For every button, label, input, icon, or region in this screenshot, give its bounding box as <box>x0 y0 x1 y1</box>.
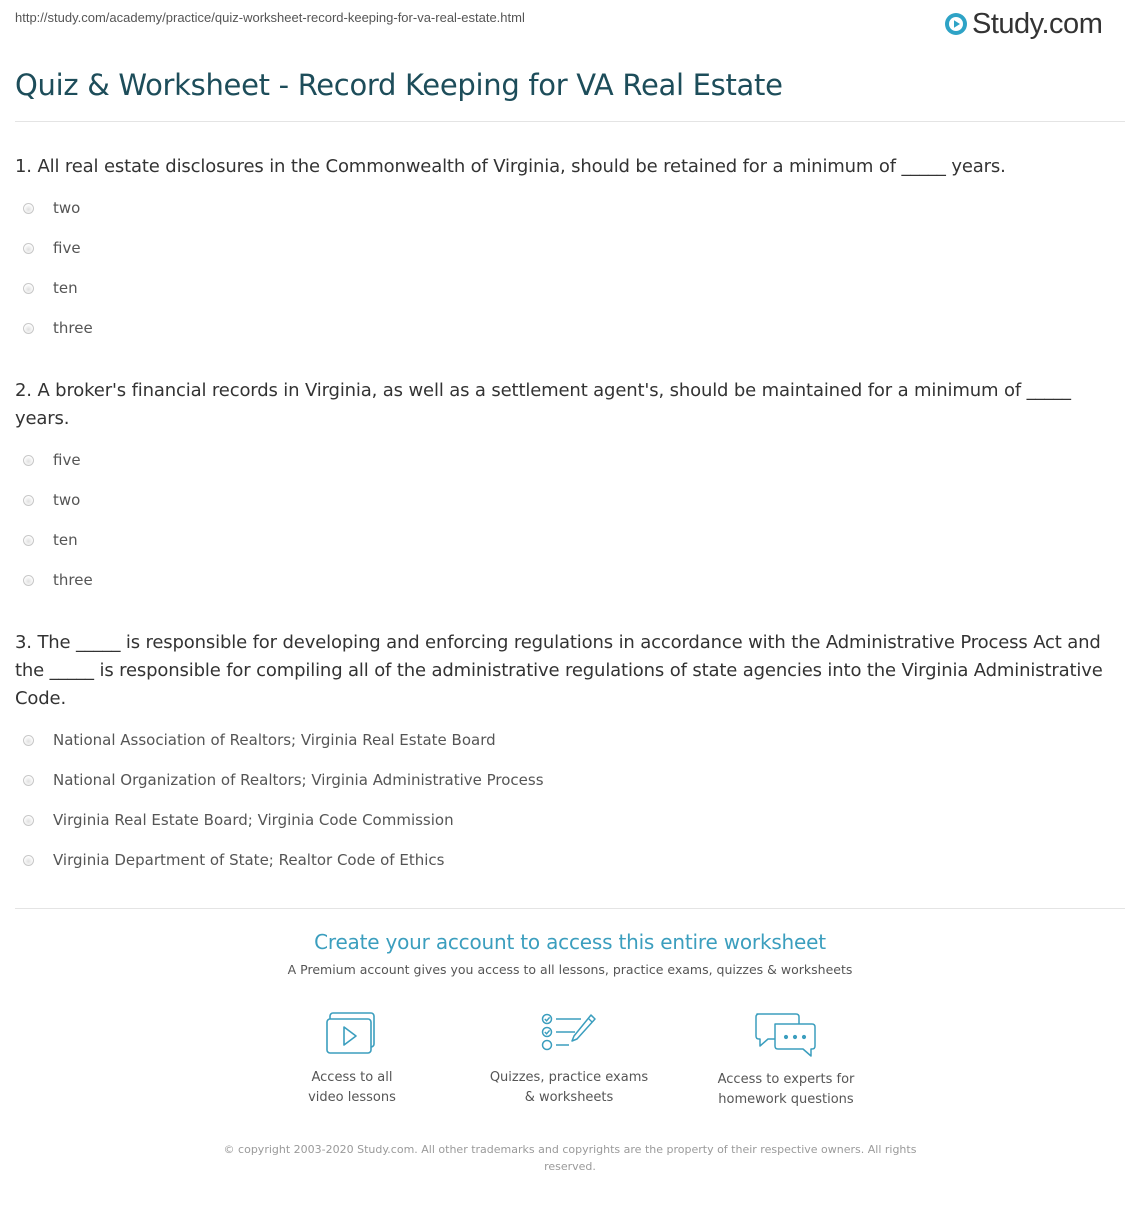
radio-icon[interactable] <box>23 283 34 294</box>
radio-icon[interactable] <box>23 323 34 334</box>
answer-option[interactable] <box>15 480 1127 520</box>
option-label: ten <box>53 279 78 297</box>
radio-icon[interactable] <box>23 815 34 826</box>
option-label: five <box>53 239 81 257</box>
feature-label: Quizzes, practice exams & worksheets <box>489 1070 649 1105</box>
answer-option[interactable] <box>15 440 1127 480</box>
option-label: Virginia Real Estate Board; Virginia Code Commission <box>53 811 454 829</box>
answer-option[interactable] <box>15 800 1127 840</box>
answer-option[interactable] <box>15 720 1127 760</box>
radio-icon[interactable] <box>23 575 34 586</box>
option-label: Virginia Department of State; Realtor Code of Ethics <box>53 851 445 869</box>
feature-quizzes <box>469 1012 669 1108</box>
answer-option[interactable] <box>15 560 1127 600</box>
feature-label: Access to all video lessons <box>308 1070 396 1105</box>
question-text: 3. The _____ is responsible for developing and enforcing regulations in accordance with the Administrative Process Act and the _____ is responsible for compiling all of the administrative regulations of state agencies into the Virginia Administrative Code. <box>15 632 1103 709</box>
title-divider <box>15 121 1125 122</box>
radio-icon[interactable] <box>23 455 34 466</box>
option-label: two <box>53 199 81 217</box>
feature-experts <box>686 1012 886 1110</box>
option-label: three <box>53 319 93 337</box>
answer-option[interactable] <box>15 308 1127 348</box>
radio-icon[interactable] <box>23 855 34 866</box>
premium-description: A Premium account gives you access to all lessons, practice exams, quizzes & worksheets <box>287 962 853 977</box>
radio-icon[interactable] <box>23 243 34 254</box>
option-label: three <box>53 571 93 589</box>
answer-option[interactable] <box>15 228 1127 268</box>
page-title: Quiz & Worksheet - Record Keeping for VA Real Estate <box>15 68 783 102</box>
chat-experts-icon <box>754 1012 818 1058</box>
quiz-checklist-icon <box>541 1012 597 1056</box>
radio-icon[interactable] <box>23 495 34 506</box>
radio-icon[interactable] <box>23 735 34 746</box>
answer-option[interactable] <box>15 840 1127 880</box>
logo-text: Study.com <box>972 7 1103 40</box>
question-text: 2. A broker's financial records in Virginia, as well as a settlement agent's, should be maintained for a minimum of _____ years. <box>15 380 1071 429</box>
answer-option[interactable] <box>15 520 1127 560</box>
option-label: five <box>53 451 81 469</box>
video-lesson-icon <box>326 1012 378 1056</box>
question-2 <box>15 377 1127 600</box>
radio-icon[interactable] <box>23 203 34 214</box>
copyright-notice: © copyright 2003-2020 Study.com. All other trademarks and copyrights are the property of their respective owners. All rights reserved. <box>223 1143 917 1173</box>
answer-option[interactable] <box>15 188 1127 228</box>
radio-icon[interactable] <box>23 535 34 546</box>
feature-video-lessons <box>252 1012 452 1108</box>
option-label: National Association of Realtors; Virginia Real Estate Board <box>53 731 496 749</box>
create-account-link[interactable]: Create your account to access this entire worksheet <box>314 930 826 954</box>
answer-options <box>15 188 1127 348</box>
answer-options <box>15 720 1127 880</box>
answer-options <box>15 440 1127 600</box>
question-text: 1. All real estate disclosures in the Commonwealth of Virginia, should be retained for a minimum of _____ years. <box>15 156 1006 177</box>
option-label: National Organization of Realtors; Virginia Administrative Process <box>53 771 544 789</box>
study-logo[interactable] <box>944 6 1102 42</box>
section-divider <box>15 908 1125 909</box>
question-3 <box>15 629 1127 880</box>
question-1 <box>15 153 1127 348</box>
answer-option[interactable] <box>15 760 1127 800</box>
option-label: ten <box>53 531 78 549</box>
answer-option[interactable] <box>15 268 1127 308</box>
feature-label: Access to experts for homework questions <box>717 1072 855 1107</box>
page-url: http://study.com/academy/practice/quiz-worksheet-record-keeping-for-va-real-estate.html <box>15 10 525 25</box>
option-label: two <box>53 491 81 509</box>
play-circle-icon <box>944 12 968 36</box>
radio-icon[interactable] <box>23 775 34 786</box>
